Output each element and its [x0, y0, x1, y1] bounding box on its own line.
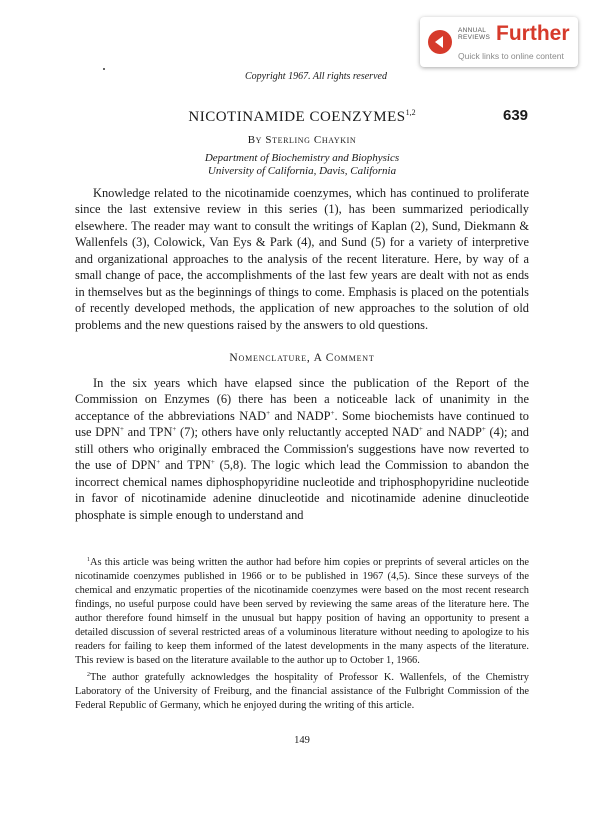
- publisher-line1: ANNUAL: [458, 27, 487, 34]
- scan-speck: [103, 68, 105, 70]
- superscript-plus: +: [120, 425, 124, 434]
- superscript-plus: +: [210, 458, 215, 467]
- superscript-plus: +: [266, 408, 271, 417]
- title-text: NICOTINAMIDE COENZYMES: [188, 109, 406, 125]
- superscript-plus: +: [330, 408, 335, 417]
- publisher-line2: REVIEWS: [458, 34, 491, 41]
- author-department: Department of Biochemistry and Biophysics: [204, 152, 400, 164]
- author-byline: By Sterling Chaykin: [247, 134, 357, 146]
- quick-links-tagline[interactable]: Quick links to online content: [458, 51, 564, 61]
- intro-paragraph: Knowledge related to the nicotinamide coenzymes, which has continued to proliferate since the last extensive review in this series (1), has been summarized periodically elsewhere. The reader may want to consult the writings of Kaplan (2), Sund, Diekmann & Wallenfels (3), Colowick, Van Eys & Park (4), and Sund (5) for a variety of interpretive and organizational approaches to the analysis of the recent literature. Here, by way of a small change of pace, the accomplishments of the last few years are dealt with not as ends in themselves but as the beginnings of things to come. Emphasis is placed on the potentials of recently developed methods, the application of new approaches to the solution of old problems and the new questions raised by the answers to old questions.: [75, 186, 529, 332]
- superscript-plus: +: [481, 425, 486, 434]
- footnote-marker: 1: [87, 557, 90, 563]
- superscript-plus: +: [418, 425, 423, 434]
- further-links-badge[interactable]: [420, 17, 578, 67]
- copyright-line: Copyright 1967. All rights reserved: [245, 71, 387, 82]
- title-footnote-refs[interactable]: 1,2: [405, 108, 416, 117]
- footnote-1: [75, 556, 529, 668]
- superscript-plus: +: [156, 458, 161, 467]
- footnote-text: As this article was being written the author had before him copies or preprints of several articles on the nicotinamide coenzymes published in 1966 or to be published in 1967 (4,5). Since these surveys of the chemical and enzymatic properties of the nicotinamide coenzymes were based on the most recent research findings, no useful purpose could have been served by reviewing the same areas of the literature here. The author therefore found himself in the unusual but happy position of having an opportunity to present a detailed discussion of several restricted areas of a voluminous literature without needing to apologize to his readers for failing to keep them informed of the latest developments in the many aspects of the literature. This review is based on the literature available to the author up to October 1, 1966.: [75, 557, 529, 666]
- author-university: University of California, Davis, California: [207, 165, 397, 177]
- nomenclature-paragraph: In the six years which have elapsed since the publication of the Report of the Commission on Enzymes (6) there has been a noticeable lack of unanimity in the acceptance of the abbreviations NAD+ and NADP+. Some biochemists have continued to use DPN+ and TPN+ (7); others have only reluctantly accepted NAD+ and NADP+ (4); and still others who originally embraced the Commission's suggestions have now reverted to the use of DPN+ and TPN+ (5,8). The logic which lead the Commission to abandon the incorrect chemical names diphosphopyridine nucleotide and triphosphopyridine nucleotide in favor of nicotinamide adenine dinucleotide and nicotinamide adenine dinucleotide phosphate is simple enough to understand and: [75, 376, 529, 522]
- folio-number: 149: [294, 735, 310, 746]
- superscript-plus: +: [172, 425, 177, 434]
- footnote-marker: 2: [87, 672, 90, 678]
- further-brand: Further: [496, 22, 570, 45]
- footnote-2: [75, 671, 529, 713]
- section-heading: Nomenclature, A Comment: [229, 352, 375, 364]
- back-arrow-icon: [428, 30, 452, 54]
- footnote-text: The author gratefully acknowledges the hospitality of Professor K. Wallenfels, of the Chemistry Laboratory of the University of Freiburg, and the financial assistance of the Fulbright Commission of the Federal Republic of Germany, which he enjoyed during the writing of this article.: [75, 672, 529, 711]
- publisher-logo-text: [458, 27, 498, 41]
- page-number: 639: [503, 107, 529, 124]
